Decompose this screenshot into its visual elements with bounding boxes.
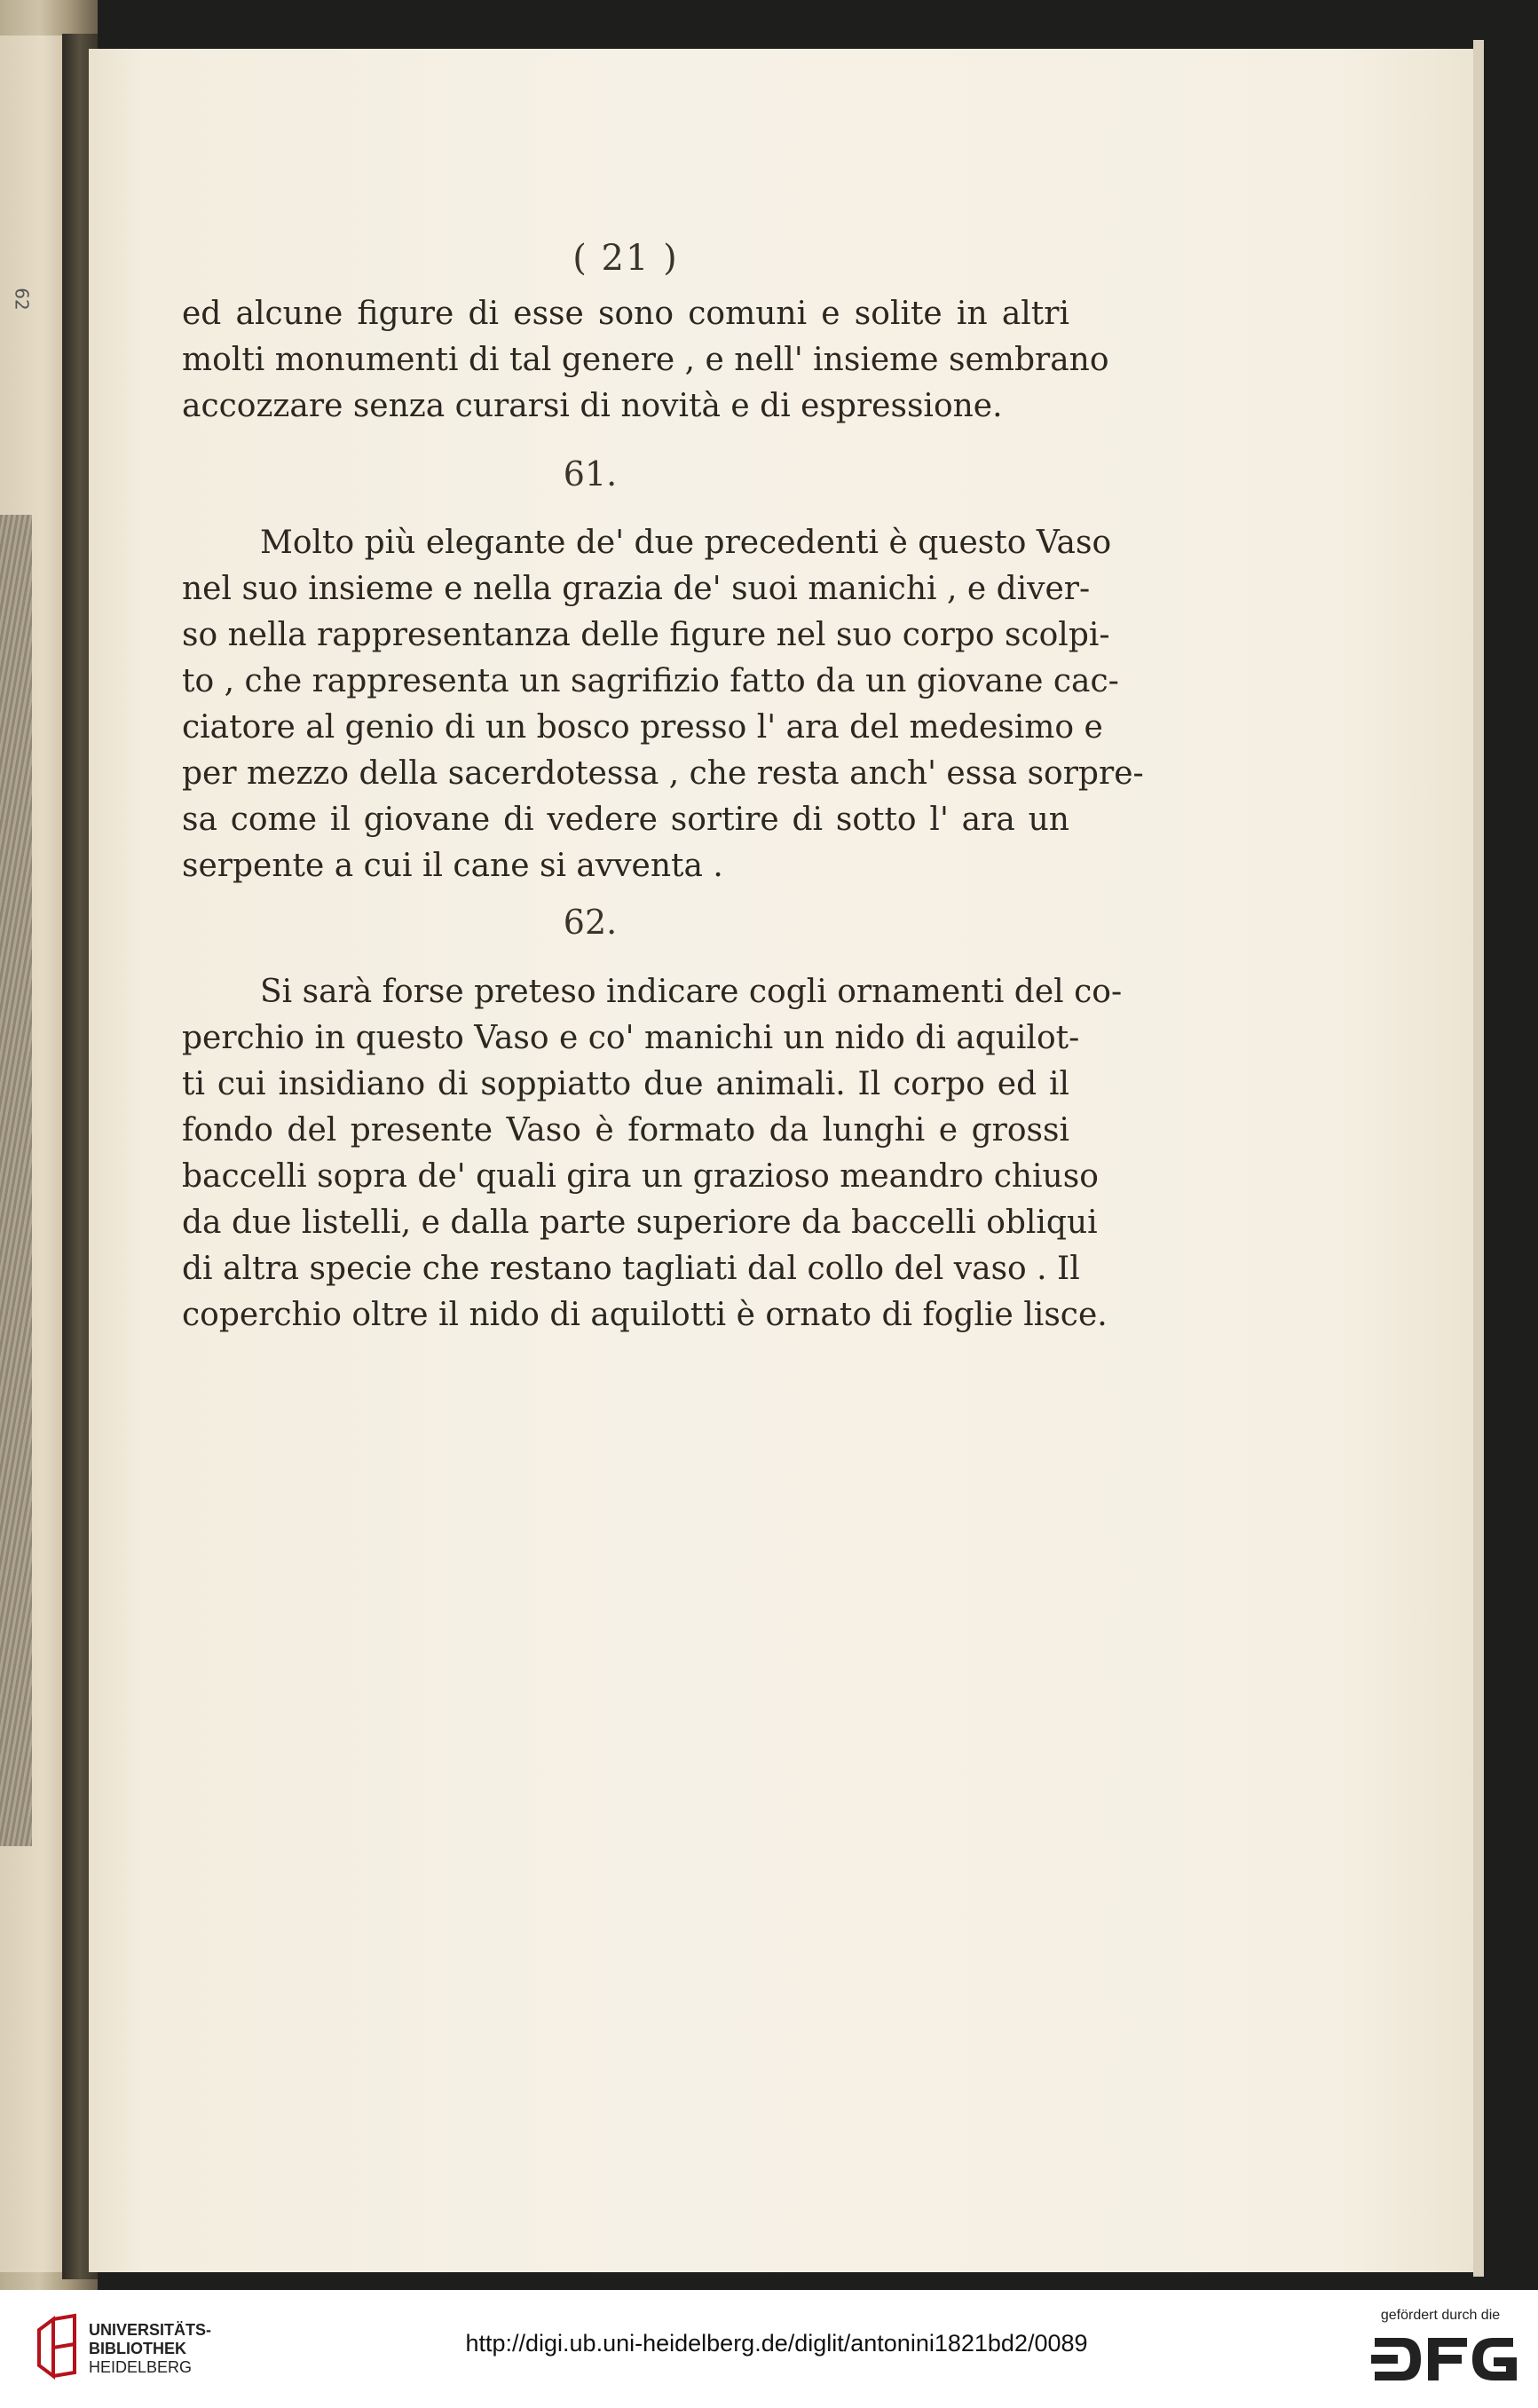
text-line: accozzare senza curarsi di novità e di espressione. — [182, 388, 1003, 424]
page-edge — [1473, 40, 1484, 2277]
text-line: di altra specie che restano tagliati dal collo del vaso . Il — [182, 1251, 1080, 1287]
section-number-62: 62. — [563, 903, 618, 942]
text-line: ed alcune figure di esse sono comuni e solite in altri — [182, 296, 1069, 332]
paragraph-section-61 — [182, 520, 1144, 889]
text-line: serpente a cui il cane si avventa . — [182, 848, 723, 884]
dfg-logo-icon — [1371, 2333, 1522, 2386]
section-number-61: 61. — [563, 454, 618, 493]
text-line: so nella rappresentanza delle figure nel suo corpo scolpi- — [182, 617, 1110, 653]
text-line: per mezzo della sacerdotessa , che resta anch' essa sorpre- — [182, 755, 1144, 792]
library-name-line: HEIDELBERG — [89, 2358, 193, 2376]
paragraph-section-62 — [182, 969, 1123, 1338]
text-line: Molto più elegante de' due precedenti è questo Vaso — [260, 525, 1112, 561]
text-line: Si sarà forse preteso indicare cogli ornamenti del co- — [260, 974, 1123, 1010]
library-name-line: UNIVERSITÄTS- — [89, 2321, 212, 2339]
text-line: perchio in questo Vaso e co' manichi un nido di aquilot- — [182, 1020, 1080, 1056]
text-line: molti monumenti di tal genere , e nell' insieme sembrano — [182, 342, 1109, 378]
margin-page-number: 62 — [11, 288, 33, 311]
funding-note: gefördert durch die — [1380, 2308, 1501, 2323]
paragraph-intro — [182, 291, 1109, 430]
text-line: to , che rappresenta un sagrifizio fatto da un giovane cac- — [182, 663, 1119, 699]
text-line: ciatore al genio di un bosco presso l' ara del medesimo e — [182, 709, 1103, 746]
library-name-line: BIBLIOTHEK — [89, 2340, 186, 2357]
library-name — [89, 2321, 211, 2377]
engraving-fragment — [0, 515, 32, 1846]
text-line: baccelli sopra de' quali gira un grazioso meandro chiuso — [182, 1158, 1099, 1195]
page-header: ( 21 ) — [572, 238, 679, 279]
text-line: nel suo insieme e nella grazia de' suoi manichi , e diver- — [182, 571, 1091, 607]
text-line: fondo del presente Vaso è formato da lunghi e grossi — [182, 1112, 1069, 1149]
text-line: ti cui insidiano di soppiatto due animali. Il corpo ed il — [182, 1066, 1069, 1102]
text-line: da due listelli, e dalla parte superiore da baccelli obliqui — [182, 1204, 1098, 1241]
text-line: coperchio oltre il nido di aquilotti è ornato di foglie lisce. — [182, 1297, 1108, 1333]
text-line: sa come il giovane di vedere sortire di sotto l' ara un — [182, 801, 1069, 838]
library-logo-icon — [34, 2312, 80, 2383]
permalink-link[interactable]: http://digi.ub.uni-heidelberg.de/diglit/antonini1821bd2/0089 — [465, 2330, 1088, 2357]
